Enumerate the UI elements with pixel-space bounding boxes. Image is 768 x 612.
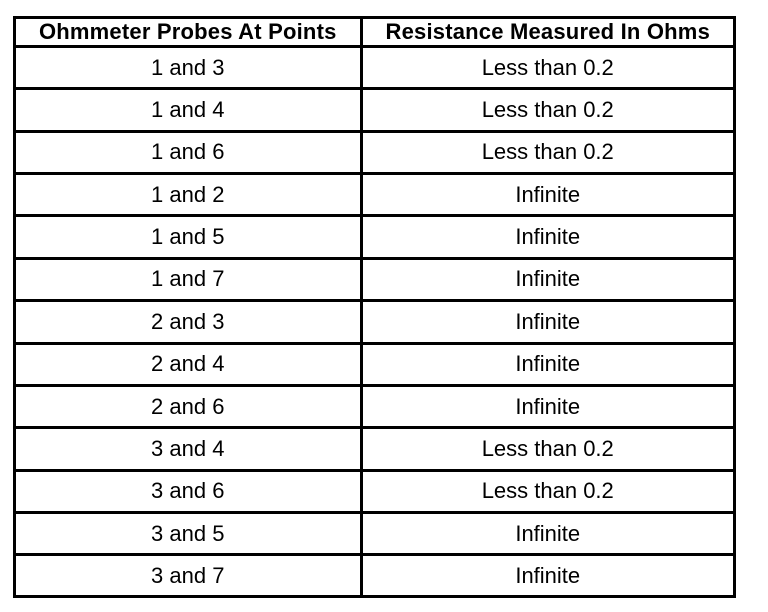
table-row <box>16 385 733 427</box>
table-row <box>16 470 733 512</box>
cell-resistance: Infinite <box>361 512 733 554</box>
cell-probe-points: 2 and 6 <box>16 385 361 427</box>
cell-probe-points: 3 and 5 <box>16 512 361 554</box>
cell-probe-points: 1 and 4 <box>16 89 361 131</box>
table-row <box>16 258 733 300</box>
resistance-table-frame <box>13 16 736 598</box>
cell-probe-points: 2 and 3 <box>16 301 361 343</box>
table-row <box>16 174 733 216</box>
cell-probe-points: 3 and 7 <box>16 555 361 595</box>
cell-resistance: Infinite <box>361 174 733 216</box>
table-row <box>16 512 733 554</box>
table-row <box>16 301 733 343</box>
table-row <box>16 131 733 173</box>
cell-resistance: Infinite <box>361 301 733 343</box>
cell-resistance: Infinite <box>361 385 733 427</box>
cell-probe-points: 1 and 7 <box>16 258 361 300</box>
cell-resistance: Infinite <box>361 258 733 300</box>
cell-resistance: Less than 0.2 <box>361 428 733 470</box>
cell-probe-points: 3 and 4 <box>16 428 361 470</box>
cell-probe-points: 1 and 6 <box>16 131 361 173</box>
cell-probe-points: 3 and 6 <box>16 470 361 512</box>
cell-resistance: Infinite <box>361 555 733 595</box>
cell-resistance: Less than 0.2 <box>361 470 733 512</box>
table-row <box>16 428 733 470</box>
header-probe-points: Ohmmeter Probes At Points <box>16 19 361 47</box>
cell-probe-points: 1 and 5 <box>16 216 361 258</box>
table-row <box>16 216 733 258</box>
table-header-row <box>16 19 733 47</box>
cell-probe-points: 2 and 4 <box>16 343 361 385</box>
table-row <box>16 555 733 595</box>
cell-resistance: Less than 0.2 <box>361 89 733 131</box>
table-row <box>16 47 733 89</box>
cell-probe-points: 1 and 2 <box>16 174 361 216</box>
cell-resistance: Less than 0.2 <box>361 47 733 89</box>
table-row <box>16 89 733 131</box>
cell-resistance: Infinite <box>361 343 733 385</box>
header-resistance: Resistance Measured In Ohms <box>361 19 733 47</box>
cell-resistance: Less than 0.2 <box>361 131 733 173</box>
cell-resistance: Infinite <box>361 216 733 258</box>
cell-probe-points: 1 and 3 <box>16 47 361 89</box>
table-row <box>16 343 733 385</box>
resistance-table <box>16 19 733 595</box>
